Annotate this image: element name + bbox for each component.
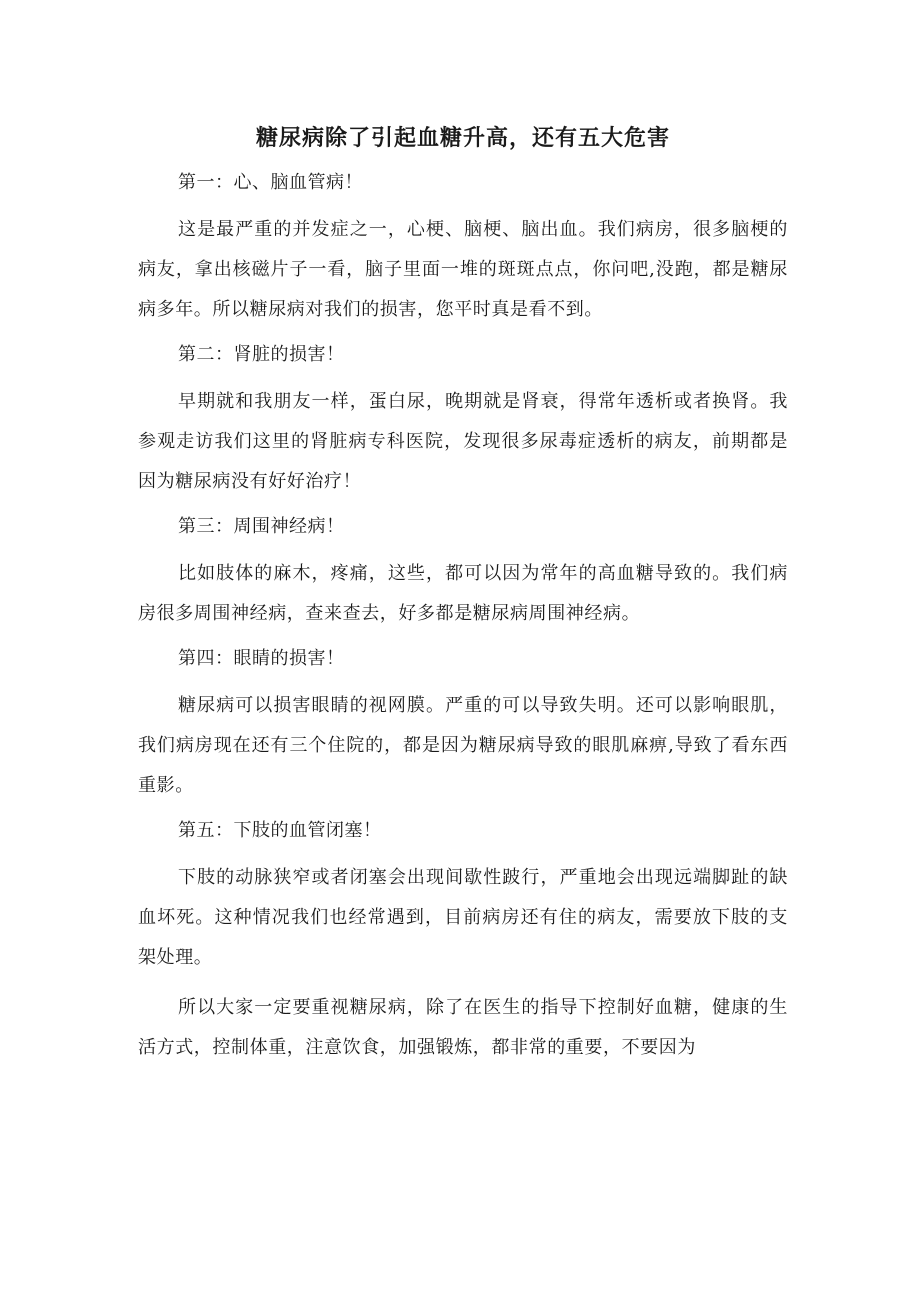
section-heading-2: 第二：肾脏的损害！ (178, 344, 345, 365)
section-heading-4: 第四：眼睛的损害！ (178, 648, 345, 669)
document-page (138, 118, 788, 1078)
section-body-1: 这是最严重的并发症之一，心梗、脑梗、脑出血。我们病房，很多脑梗的病友，拿出核磁片子一看，脑子里面一堆的斑斑点点，你问吧,没跑，都是糖尿病多年。所以糖尿病对我们的损害，您平时真是看不到。 (138, 219, 788, 320)
section-body-5: 下肢的动脉狭窄或者闭塞会出现间歇性跛行，严重地会出现远端脚趾的缺血坏死。这种情况我们也经常遇到，目前病房还有住的病友，需要放下肢的支架处理。 (138, 867, 788, 968)
section-heading-5: 第五：下肢的血管闭塞！ (178, 820, 382, 841)
section-body-2: 早期就和我朋友一样，蛋白尿，晚期就是肾衰，得常年透析或者换肾。我参观走访我们这里的肾脏病专科医院，发现很多尿毒症透析的病友，前期都是因为糖尿病没有好好治疗！ (138, 391, 788, 492)
document-title: 糖尿病除了引起血糖升高，还有五大危害 (255, 125, 670, 151)
section-body-4: 糖尿病可以损害眼睛的视网膜。严重的可以导致失明。还可以影响眼肌，我们病房现在还有三个住院的，都是因为糖尿病导致的眼肌麻痹,导致了看东西重影。 (138, 695, 788, 796)
section-heading-3: 第三：周围神经病！ (178, 516, 345, 537)
closing-paragraph: 所以大家一定要重视糖尿病，除了在医生的指导下控制好血糖，健康的生活方式，控制体重，注意饮食，加强锻炼，都非常的重要，不要因为 (138, 997, 788, 1058)
section-body-3: 比如肢体的麻木，疼痛，这些，都可以因为常年的高血糖导致的。我们病房很多周围神经病，查来查去，好多都是糖尿病周围神经病。 (138, 563, 788, 624)
section-heading-1: 第一：心、脑血管病！ (178, 172, 363, 193)
